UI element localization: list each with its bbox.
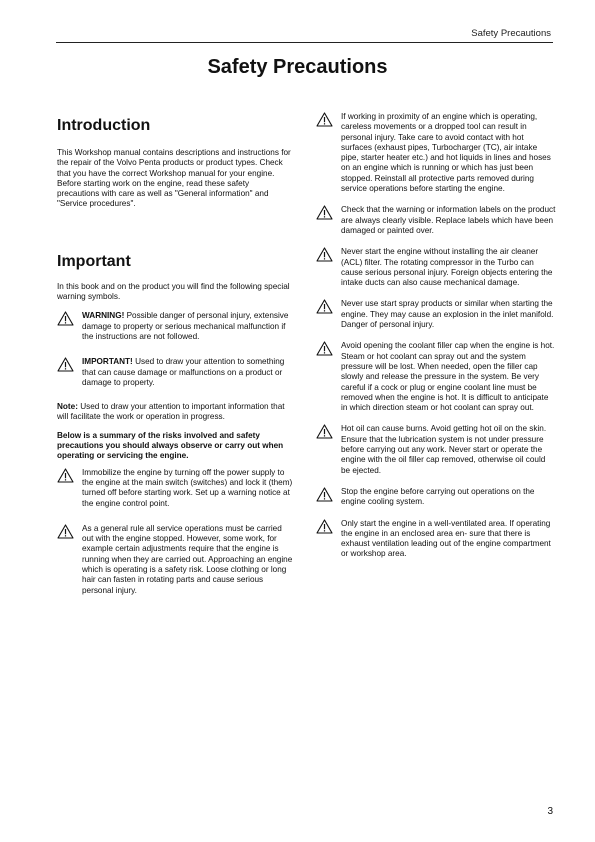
- warning-triangle-icon: [57, 357, 74, 372]
- warning-triangle-icon: [316, 205, 333, 220]
- warning-triangle-icon: [316, 341, 333, 356]
- precaution-item: [57, 524, 293, 596]
- precaution-text: If working in proximity of an engine which is operating, careless movements or a dropped tool can result in personal injury. Take care to avoid contact with hot surfaces (exhaust pipes, Turbocharger (TC), air intake pipe, starter heater etc.) and hot liquids in lines and hoses on an engine which is running or which has just been stopped. Reinstall all protective parts removed during service operations before starting the engine.: [341, 112, 551, 194]
- warning-triangle-icon: [316, 299, 333, 314]
- important-symbol-block: [57, 357, 293, 388]
- precaution-item: [316, 519, 556, 560]
- warning-triangle-icon: [316, 487, 333, 502]
- warning-triangle-icon: [316, 519, 333, 534]
- warning-triangle-icon: [316, 247, 333, 262]
- precaution-text: Stop the engine before carrying out operations on the engine cooling system.: [341, 486, 535, 507]
- precaution-item: [316, 205, 556, 236]
- important-label: IMPORTANT!: [82, 357, 133, 367]
- warning-triangle-icon: [316, 112, 333, 127]
- precaution-text: Check that the warning or information labels on the product are always clearly visible. Replace labels which have been damaged or painted over.: [341, 205, 556, 235]
- header-rule: [56, 42, 553, 43]
- note-paragraph: [57, 402, 293, 423]
- precaution-text: As a general rule all service operations must be carried out with the engine stopped. However, some work, for example certain adjustments require that the engine is running when they are carried out. Approaching an engine which is operating is a safety risk. Loose clothing or long hair can fasten in rotating parts and cause serious personal injury.: [82, 523, 293, 595]
- important-description: [82, 357, 293, 388]
- warning-triangle-icon: [316, 424, 333, 439]
- warning-description: [82, 311, 293, 342]
- warning-symbol-block: [57, 311, 293, 342]
- page-title: Safety Precautions: [207, 56, 388, 78]
- precaution-item: [57, 468, 293, 509]
- precaution-text: Immobilize the engine by turning off the power supply to the engine at the main switch (switches) and lock it (them) turned off before starting work. Set up a warning notice at the engine control point.: [82, 467, 293, 508]
- precaution-text: Avoid opening the coolant filler cap when the engine is hot. Steam or hot coolant can spray out and the system pressure will be lost. When needed, open the filler cap slowly and release the pressure in the system. Be very careful if a cock or plug or engine coolant line must be removed when the engine is hot. It is difficult to anticipate in which direction steam or hot coolant can spray out.: [341, 341, 555, 413]
- precaution-text: Hot oil can cause burns. Avoid getting hot oil on the skin. Ensure that the lubrication system is not under pressure before carrying out any work. Never start or operate the engine with the oil filler cap removed, otherwise oil could be ejected.: [341, 424, 547, 475]
- important-heading: Important: [57, 252, 131, 270]
- important-text: Used to draw your attention to something that can cause damage or malfunctions on a product or damage to property.: [82, 357, 285, 387]
- right-column: [316, 112, 556, 560]
- summary-paragraph: Below is a summary of the risks involved and safety precautions you should always observe or carry out when operating or servicing the engine.: [57, 430, 284, 461]
- precaution-item: [316, 299, 556, 330]
- introduction-body: This Workshop manual contains descriptions and instructions for the repair of the Volvo Penta products or product types. Check that you have the correct Workshop manual for your engine. Before starting work on the engine, read these safety precautions with care as well as "General information" and "Service procedures".: [57, 148, 291, 209]
- note-text: Used to draw your attention to important information that will facilitate the work or operation in progress.: [57, 402, 285, 422]
- precaution-item: [316, 487, 556, 508]
- warning-label: WARNING!: [82, 311, 125, 321]
- note-label: Note:: [57, 402, 78, 412]
- running-header: Safety Precautions: [471, 28, 551, 39]
- left-column: [57, 116, 293, 596]
- introduction-heading: Introduction: [57, 117, 151, 134]
- precaution-item: [316, 424, 556, 475]
- precaution-item: [316, 341, 556, 413]
- warning-triangle-icon: [57, 524, 74, 539]
- precaution-text: Never use start spray products or similar when starting the engine. They may cause an explosion in the inlet manifold. Danger of personal injury.: [341, 299, 554, 330]
- precaution-item: [316, 247, 556, 288]
- important-intro: In this book and on the product you will find the following special warning symbols.: [57, 281, 290, 302]
- warning-text: Possible danger of personal injury, extensive damage to property or serious mechanical malfunction if the instructions are not followed.: [82, 311, 289, 341]
- precaution-text: Never start the engine without installing the air cleaner (ACL) filter. The rotating compressor in the Turbo can cause serious personal injury. Foreign objects entering the intake ducts can also cause mechanical damage.: [341, 247, 553, 288]
- precaution-item: [316, 112, 556, 194]
- page-number: 3: [547, 806, 553, 817]
- precaution-text: Only start the engine in a well-ventilated area. If operating the engine in an enclosed area en- sure that there is exhaust ventilation leading out of the engine compartment or workshop area.: [341, 518, 551, 559]
- warning-triangle-icon: [57, 468, 74, 483]
- warning-triangle-icon: [57, 311, 74, 326]
